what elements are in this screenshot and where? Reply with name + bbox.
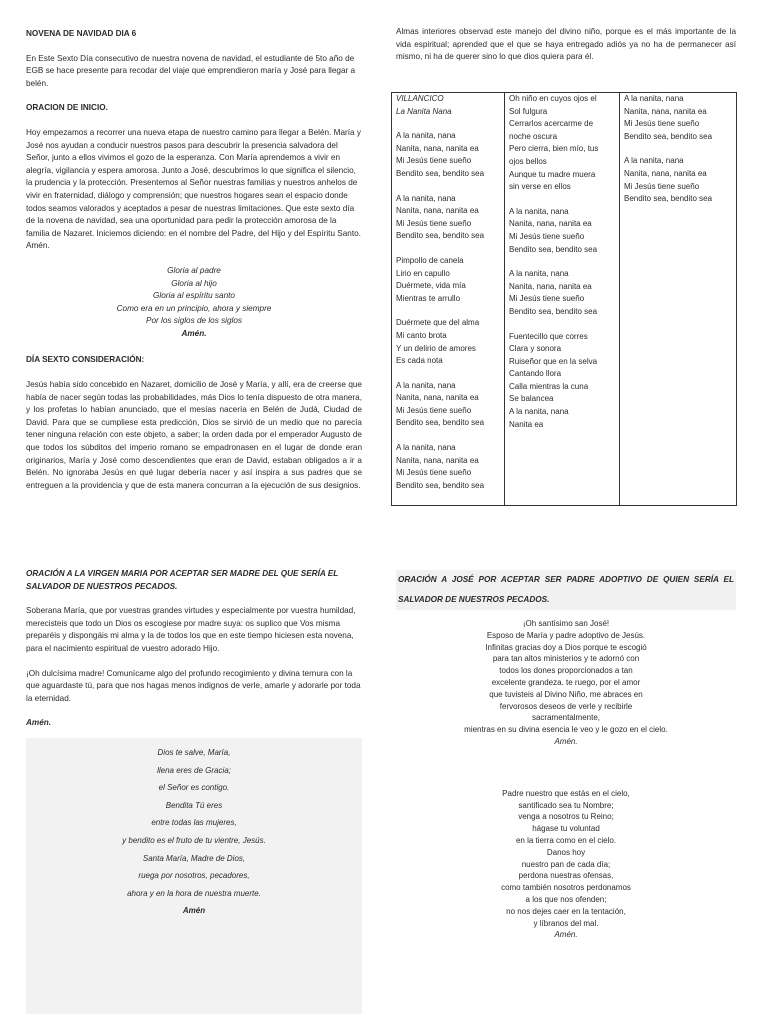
jose-line: ¡Oh santísimo san José! — [522, 619, 610, 628]
verse-line: A la nanita, nana — [509, 407, 569, 417]
verse-line: Pero cierra, bien mío, tus — [509, 144, 599, 154]
verse-line: ojos bellos — [509, 156, 547, 166]
stanza — [624, 93, 732, 143]
stanza — [396, 193, 500, 243]
verse-line: A la nanita, nana — [624, 156, 684, 166]
padre-nuestro-line: en la tierra como en el cielo. — [515, 835, 617, 845]
verse-line: Mi Jesús tiene sueño — [396, 405, 472, 415]
verse-line: noche oscura — [509, 131, 558, 141]
padre-nuestro-line: como también nosotros perdonamos — [501, 883, 631, 893]
verse-line: Duérmete que del alma — [396, 318, 480, 328]
verse-line: Mi Jesús tiene sueño — [624, 181, 700, 191]
oracion-jose-prayer — [396, 618, 736, 748]
ave-maria-line: Dios te salve, María, — [157, 747, 231, 757]
verse-line: Se balancea — [509, 394, 554, 404]
villancico-title-block — [396, 93, 500, 118]
page-title: NOVENA DE NAVIDAD DIA 6 — [26, 29, 137, 38]
verse-line: Mi Jesús tiene sueño — [396, 156, 472, 166]
verse-line: Aunque tu madre muera — [509, 169, 596, 179]
gloria-prayer — [26, 265, 362, 341]
villancico-song-title: La Nanita Nana — [396, 106, 452, 116]
verse-line: Bendito sea, bendito sea — [509, 244, 598, 254]
verse-line: A la nanita, nana — [624, 94, 684, 103]
padre-nuestro-line: perdona nuestras ofensas, — [518, 871, 614, 881]
almas-paragraph: Almas interiores observad este manejo del divino niño, porque es el más importante de la vida espiritual; aprended que el que se haya entregado adiós ya no ha de permanecer así mismo, ni ha de querer sino lo que dios quiera para él. — [396, 27, 736, 62]
gloria-line: Gloria al espíritu santo — [153, 291, 235, 301]
oracion-virgen-paragraph-2: ¡Oh dulcísima madre! Comunícame algo del profundo recogimiento y divina ternura con la que aguardaste tú, para que nos hagas menos indignos de verle, amarle y adorarle por toda la eternidad. — [26, 668, 361, 703]
ave-maria-amen: Amén — [182, 906, 206, 916]
verse-line: Mientras te arrullo — [396, 293, 461, 303]
jose-amen: Amén. — [554, 736, 578, 746]
verse-line: Fuentecillo que corres — [509, 331, 588, 341]
spacer — [396, 748, 736, 788]
novena-column-right-top — [396, 26, 736, 76]
jose-line: para tan altos ministerios y te adornó con — [492, 654, 640, 664]
verse-line: Nanita, nana, nanita ea — [624, 168, 707, 178]
verse-line: Mi Jesús tiene sueño — [396, 218, 472, 228]
padre-nuestro-line: venga a nosotros tu Reino; — [518, 812, 614, 822]
padre-nuestro-line: y líbranos del mal. — [533, 918, 599, 928]
villancico-column-1 — [392, 93, 505, 506]
novena-column-left-bottom — [26, 568, 362, 1014]
verse-line: Nanita, nana, nanita ea — [624, 106, 707, 116]
verse-line: Nanita, nana, nanita ea — [396, 393, 479, 403]
verse-line: Es cada nota — [396, 356, 443, 366]
gloria-line: Como era en un principio, ahora y siempre — [116, 303, 272, 313]
oracion-heading: ORACION DE INICIO. — [26, 103, 108, 113]
consideracion-heading: DÍA SEXTO CONSIDERACIÓN: — [26, 355, 145, 365]
stanza — [396, 380, 500, 430]
stanza — [509, 93, 615, 194]
gloria-amen: Amén. — [181, 328, 207, 338]
oracion-virgen-paragraph: Soberana María, que por vuestras grandes virtudes y especialmente por vuestra humildad, merecisteis que todo un Dios os escogiese por madre suya: os suplico que Vos misma preparéis y dispongáis mi alma y la de todos los que en este tiempo hiciesen esta novena, para el nacimiento espiritual de vuestro adorado Hijo. — [26, 606, 356, 653]
padre-nuestro-line: nuestro pan de cada día; — [521, 859, 611, 869]
ave-maria-line: Santa María, Madre de Dios, — [142, 853, 246, 863]
jose-line: que tuvisteis al Divino Niño, me abraces en — [489, 689, 643, 699]
verse-line: Bendito sea, bendito sea — [396, 418, 485, 428]
padre-nuestro-amen: Amén. — [554, 930, 578, 940]
verse-line: Oh niño en cuyos ojos el — [509, 94, 597, 103]
ave-maria-line: ahora y en la hora de nuestra muerte. — [127, 888, 261, 898]
verse-line: Bendito sea, bendito sea — [624, 194, 713, 204]
verse-line: Nanita ea — [509, 419, 544, 429]
verse-line: Lirio en capullo — [396, 268, 450, 278]
stanza — [509, 331, 615, 432]
oracion-paragraph: Hoy empezamos a recorrer una nueva etapa de nuestro camino para llegar a Belén. María y José nos ayudan a conducir nuestros pasos para descubrir la presencia salvadora del Señor, junto a ellos vivimos el gozo de la esperanza. Con María aprendemos a vivir en alegría, vigilancia y espera amorosa. Junto a José, descubrimos lo que significa el silencio, la prudencia y la protección. Presentemos al Señor nuestras familias y nuestros anhelos de vivir en fraternidad, diálogo y comprensión; que nuestros hogares sean el espacio donde todos seamos valorados y aceptados a pesar de nuestras limitaciones. Que este sexto día de la novena de navidad, sea una oportunidad para pedir la protección amorosa de la familia de Nazaret. Iniciemos diciendo: en el nombre del Padre, del Hijo y del Espíritu Santo. Amén. — [26, 127, 361, 251]
padre-nuestro-line: hágase tu voluntad — [532, 824, 600, 834]
verse-line: Sol fulgura — [509, 106, 548, 116]
oracion-jose-title: ORACIÓN A JOSÉ POR ACEPTAR SER PADRE ADOPTIVO DE QUIEN SERÍA EL SALVADOR DE NUESTROS PECADOS. — [396, 570, 736, 610]
verse-line: Bendito sea, bendito sea — [624, 131, 713, 141]
jose-line: mientras en su divina esencia le veo y le gozo en el cielo. — [464, 725, 668, 735]
verse-line: A la nanita, nana — [396, 193, 456, 203]
verse-line: Nanita, nana, nanita ea — [396, 455, 479, 465]
verse-line: A la nanita, nana — [509, 269, 569, 279]
padre-nuestro-line: a los que nos ofenden; — [525, 894, 607, 904]
novena-column-right-bottom — [396, 570, 736, 941]
verse-line: Calla mientras la cuna — [509, 381, 589, 391]
jose-line: fervorosos deseos de verle y recibirle — [499, 701, 633, 711]
verse-line: Bendito sea, bendito sea — [396, 168, 485, 178]
gloria-line: Gloria al padre — [167, 265, 221, 275]
verse-line: Cantando llora — [509, 369, 562, 379]
verse-line: Nanita, nana, nanita ea — [396, 206, 479, 216]
verse-line: Duérmete, vida mía — [396, 281, 466, 291]
verse-line: Bendito sea, bendito sea — [396, 231, 485, 241]
gloria-line: Por los siglos de los siglos — [145, 316, 243, 326]
oracion-virgen-title: ORACIÓN A LA VIRGEN MARIA POR ACEPTAR SER MADRE DEL QUE SERÍA EL SALVADOR DE NUESTROS PECADOS. — [26, 569, 339, 591]
verse-line: Cerrarlos acercarme de — [509, 119, 594, 129]
verse-line: Mi Jesús tiene sueño — [509, 294, 585, 304]
jose-line: Esposo de María y padre adoptivo de Jesús. — [486, 630, 646, 640]
padre-nuestro-prayer — [396, 788, 736, 941]
verse-line: sin verse en ellos — [509, 182, 571, 192]
verse-line: Clara y sonora — [509, 344, 562, 354]
ave-maria-line: llena eres de Gracia; — [157, 765, 231, 775]
verse-line: A la nanita, nana — [396, 443, 456, 453]
padre-nuestro-line: Danos hoy — [546, 847, 586, 857]
jose-line: excelente grandeza. te ruego, por el amor — [491, 677, 641, 687]
verse-line: Nanita, nana, nanita ea — [396, 143, 479, 153]
verse-line: Mi Jesús tiene sueño — [624, 119, 700, 129]
villancico-table — [391, 92, 737, 506]
stanza — [396, 255, 500, 305]
jose-line: Infinitas gracias doy a Dios porque te escogió — [485, 642, 647, 652]
verse-line: Nanita, nana, nanita ea — [509, 219, 592, 229]
ave-maria-line: y bendito es el fruto de tu vientre, Jesús. — [122, 835, 266, 845]
stanza — [396, 442, 500, 492]
stanza — [624, 155, 732, 205]
verse-line: Pimpollo de canela — [396, 255, 464, 265]
verse-line: Y un delirio de amores — [396, 343, 476, 353]
consideracion-paragraph: Jesús había sido concebido en Nazaret, domicilio de José y María, y allí, era de creerse que había de nacer según todas las probabilidades, más Dios lo tenía dispuesto de otra manera, y los profetas lo habían anunciado, que el mesías nacería en Belén de Judá, Ciudad de David. Para que se cumpliese esta predicción, Dios se sirvió de un medio que no parecía tener ninguna relación con este objeto, a saber; la orden dada por el emperador Augusto de que todos los súbditos del imperio romano se empadronasen en el lugar de donde eran originarios, María y José como descendientes que eran de David, estaban obligados a ir a Belén. No ignoraba Jesús en qué lugar debería nacer y así inspira a sus padres que se entreguen a la providencia y que de esta manera concurran a la ejecución de sus designios. — [26, 380, 362, 490]
padre-nuestro-line: Padre nuestro que estás en el cielo, — [502, 788, 630, 798]
verse-line: Nanita, nana, nanita ea — [509, 281, 592, 291]
villancico-column-3 — [620, 93, 737, 506]
gloria-line: Gloria al hijo — [171, 278, 217, 288]
verse-line: Ruiseñor que en la selva — [509, 356, 598, 366]
ave-maria-line: ruega por nosotros, pecadores, — [138, 871, 250, 881]
verse-line: Bendito sea, bendito sea — [396, 480, 485, 490]
jose-line: sacramentalmente, — [531, 713, 601, 723]
padre-nuestro-line: santificado sea tu Nombre; — [518, 800, 614, 810]
ave-maria-line: el Señor es contigo. — [158, 783, 230, 793]
padre-nuestro-line: no nos dejes caer en la tentación, — [506, 906, 626, 916]
verse-line: A la nanita, nana — [509, 206, 569, 216]
jose-line: todos los dones proporcionados a tan — [499, 666, 633, 676]
novena-column-left-top — [26, 28, 362, 504]
verse-line: Bendito sea, bendito sea — [509, 306, 598, 316]
villancico-label: VILLANCICO — [396, 94, 444, 103]
stanza — [396, 130, 500, 180]
verse-line: Mi Jesús tiene sueño — [509, 231, 585, 241]
stanza — [509, 268, 615, 318]
intro-paragraph: En Este Sexto Día consecutivo de nuestra novena de navidad, el estudiante de 5to año de EGB se hace presente para recodar del viaje que emprendieron maría y José para llegar a belén. — [26, 53, 356, 88]
ave-maria-box — [26, 738, 362, 1014]
verse-line: A la nanita, nana — [396, 131, 456, 141]
verse-line: A la nanita, nana — [396, 380, 456, 390]
villancico-column-2 — [505, 93, 620, 506]
verse-line: Mi canto brota — [396, 330, 447, 340]
stanza — [509, 206, 615, 256]
oracion-virgen-amen: Amén. — [26, 718, 52, 728]
ave-maria-line: entre todas las mujeres, — [151, 818, 237, 828]
ave-maria-line: Bendita Tú eres — [165, 800, 223, 810]
stanza — [396, 317, 500, 367]
verse-line: Mi Jesús tiene sueño — [396, 468, 472, 478]
